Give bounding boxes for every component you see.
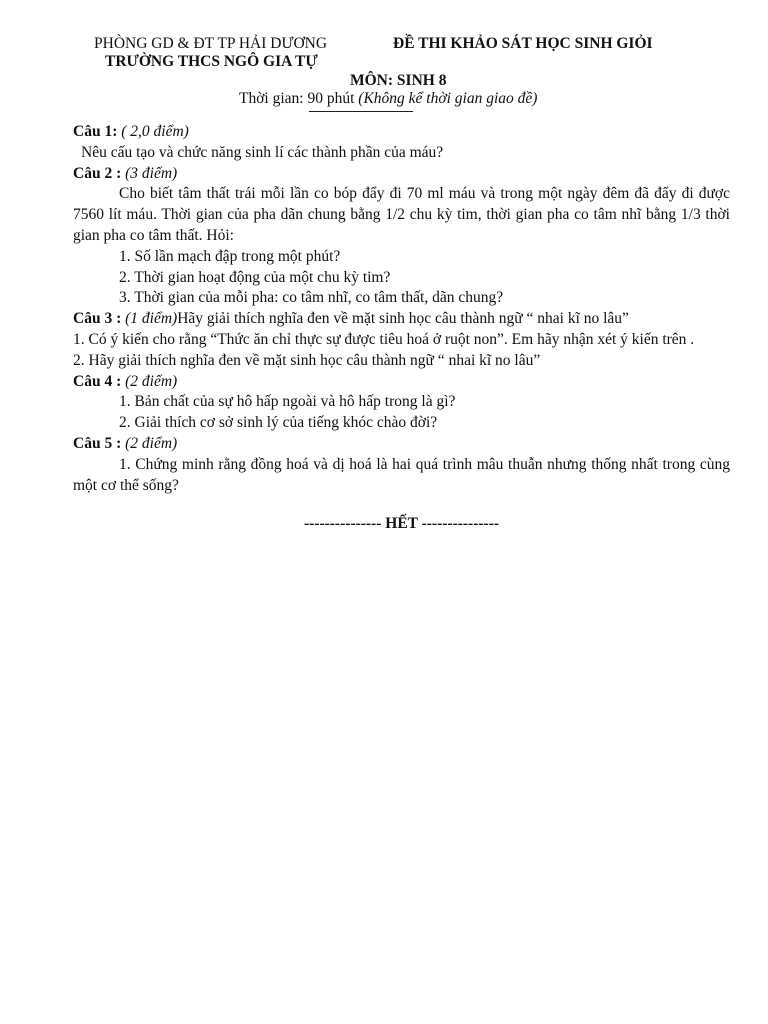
question-3-item: 1. Có ý kiến cho rằng “Thức ăn chỉ thực sự được tiêu hoá ở ruột non”. Em hãy nhận xét ý kiến trên . [73, 330, 695, 348]
question-2-label: Câu 2 : [73, 164, 122, 182]
question-1-label: Câu 1: [73, 123, 118, 140]
end-dashes: --------------- [303, 515, 386, 533]
question-3-text: Hãy giải thích nghĩa đen về mặt sinh học câu thành ngữ “ nhai kĩ no lâu” [177, 310, 629, 328]
exam-title: ĐỀ THI KHẢO SÁT HỌC SINH GIỎI [393, 35, 653, 52]
question-4-label: Câu 4 : [73, 372, 122, 390]
question-2-text: Cho biết tâm thất trái mỗi lần co bóp đẩy đi 70 ml máu và trong một ngày đêm đã đẩy đi được 7560 lít máu. Thời gian của pha dãn chung bằng 1/2 chu kỳ tim, thời gian pha co tâm nhĩ bằng 1/3 thời gian pha co tâm thất. Hỏi: [73, 185, 730, 244]
question-4-item: 1. Bản chất của sự hô hấp ngoài và hô hấp trong là gì? [119, 393, 456, 411]
exam-time [239, 89, 537, 110]
exam-subject: MÔN: SINH 8 [350, 72, 447, 89]
exam-content [73, 122, 730, 535]
question-2-points: (3 điểm) [121, 164, 178, 182]
question-1-points: ( 2,0 điểm) [117, 123, 189, 140]
question-3-item: 2. Hãy giải thích nghĩa đen về mặt sinh học câu thành ngữ “ nhai kĩ no lâu” [73, 351, 541, 369]
question-3-heading [73, 309, 730, 330]
question-5-text: 1. Chứng minh rằng đồng hoá và dị hoá là hai quá trình mâu thuẫn nhưng thống nhất trong cùng một cơ thể sống? [73, 455, 730, 494]
question-4-points: (2 điểm) [121, 372, 178, 390]
question-4-heading [73, 372, 730, 393]
end-word: HẾT [385, 515, 418, 533]
question-5-label: Câu 5 : [73, 434, 122, 452]
time-label: Thời gian: [239, 90, 308, 107]
question-5-heading [73, 434, 730, 455]
time-value: 90 phút [307, 90, 355, 107]
time-note: (Không kể thời gian giao đề) [354, 90, 538, 107]
end-dashes: --------------- [417, 515, 500, 533]
department-name: PHÒNG GD & ĐT TP HẢI DƯƠNG [94, 35, 328, 52]
question-2-item: 3. Thời gian của mỗi pha: co tâm nhĩ, co tâm thất, dãn chung? [119, 289, 504, 307]
question-1-heading [73, 122, 730, 143]
question-2-item: 1. Số lần mạch đập trong một phút? [119, 247, 341, 265]
question-3-points: (1 điểm) [121, 310, 178, 328]
school-name: TRƯỜNG THCS NGÔ GIA TỰ [105, 53, 318, 70]
question-3-label: Câu 3 : [73, 310, 122, 328]
question-1-text: Nêu cấu tạo và chức năng sinh lí các thành phần của máu? [81, 143, 444, 161]
question-4-item: 2. Giải thích cơ sở sinh lý của tiếng khóc chào đời? [119, 414, 438, 432]
question-5-points: (2 điểm) [121, 434, 178, 452]
header-underline [309, 111, 413, 112]
end-marker [73, 514, 730, 535]
question-2-item: 2. Thời gian hoạt động của một chu kỳ tim? [119, 268, 391, 286]
question-2-heading [73, 164, 730, 185]
